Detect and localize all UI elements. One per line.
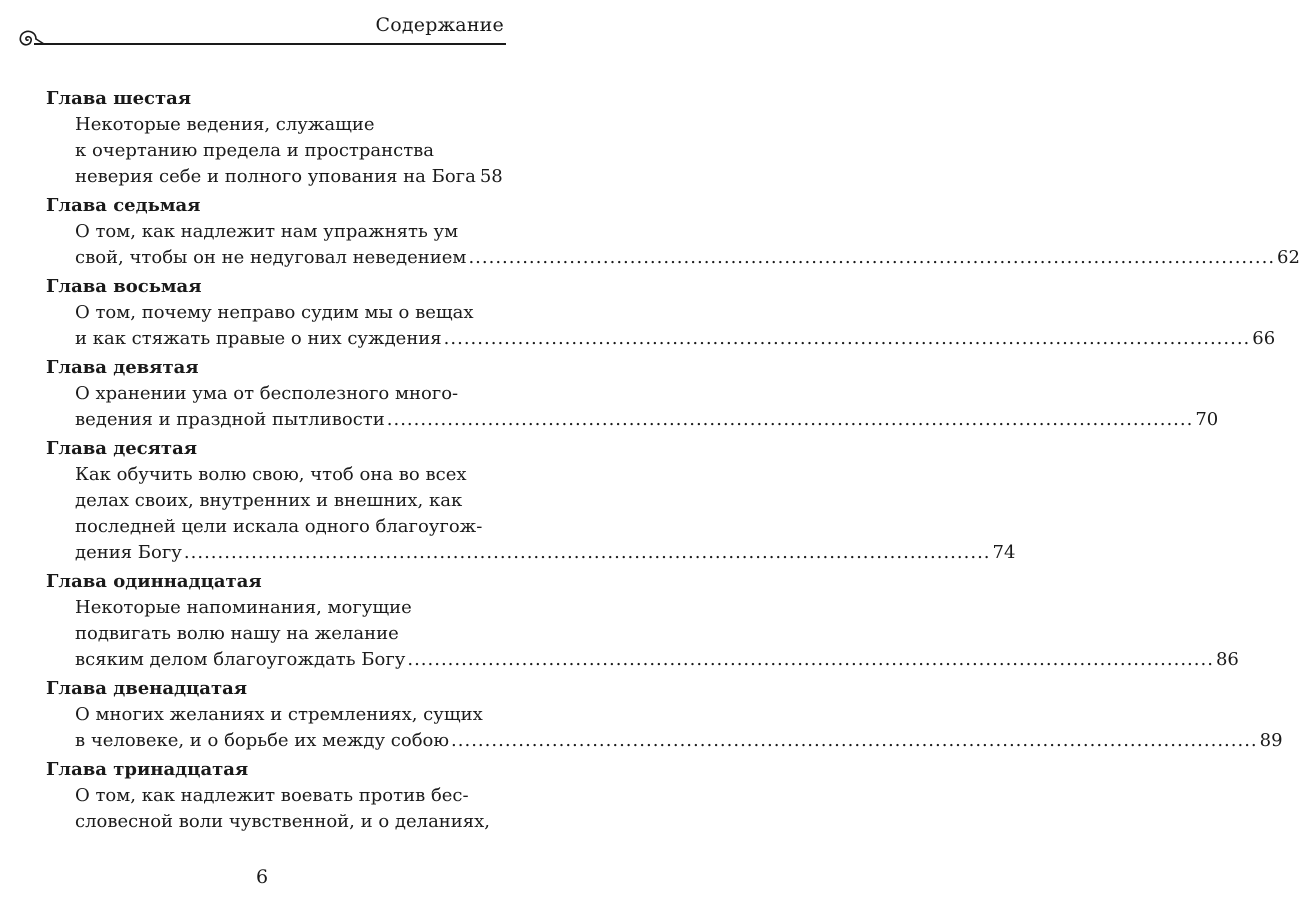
chapter-title: Глава двенадцатая xyxy=(46,678,248,699)
description-line xyxy=(75,164,503,190)
leader-dots: ........................................................................................................................ xyxy=(451,730,1258,751)
description-line xyxy=(75,245,1300,271)
chapter-description xyxy=(75,595,1239,673)
description-line: О том, почему неправо судим мы о вещах xyxy=(75,302,474,323)
page-reference: 66 xyxy=(1252,328,1276,349)
description-line: Некоторые напоминания, могущие xyxy=(75,597,412,618)
description-line: О том, как надлежит нам упражнять ум xyxy=(75,221,459,242)
description-line: последней цели искала одного благоугож- xyxy=(75,516,483,537)
description-line: О хранении ума от бесполезного много- xyxy=(75,383,459,404)
chapter-title: Глава тринадцатая xyxy=(46,759,249,780)
ornament-swirl-icon xyxy=(14,27,44,51)
leader-dots: ........................................................................................................................ xyxy=(386,409,1194,430)
section-title: Содержание xyxy=(375,14,504,36)
page-reference: 89 xyxy=(1259,730,1283,751)
description-line: словесной воли чувственной, и о деланиях, xyxy=(75,811,491,832)
toc-chapter xyxy=(46,274,1276,352)
toc-chapter xyxy=(46,676,1283,754)
toc-chapter xyxy=(46,569,1239,673)
page-reference: 86 xyxy=(1215,649,1239,670)
page-reference: 74 xyxy=(992,542,1016,563)
leader-dots: ........................................................................................................................ xyxy=(183,542,991,563)
chapter-description xyxy=(75,462,1016,566)
page-reference: 58 xyxy=(479,166,503,187)
description-line xyxy=(75,407,1219,433)
chapter-title: Глава одиннадцатая xyxy=(46,571,262,592)
description-line: делах своих, внутренних и внешних, как xyxy=(75,490,463,511)
page-reference: 70 xyxy=(1195,409,1219,430)
toc-chapter xyxy=(46,86,503,190)
description-line: Некоторые ведения, служащие xyxy=(75,114,375,135)
description-line xyxy=(75,647,1239,673)
description-line-text: в человеке, и о борьбе их между собою xyxy=(75,730,450,751)
leader-dots: ........................................................................................................................ xyxy=(407,649,1214,670)
chapter-title: Глава седьмая xyxy=(46,195,201,216)
toc-chapter xyxy=(46,757,500,835)
chapter-description xyxy=(75,112,503,190)
description-line: подвигать волю нашу на желание xyxy=(75,623,399,644)
description-line-text: всяким делом благоугождать Богу xyxy=(75,649,406,670)
description-line: О том, как надлежит воевать против бес- xyxy=(75,785,469,806)
description-line-text: дения Богу xyxy=(75,542,182,563)
toc-chapter xyxy=(46,193,1300,271)
description-line-text: неверия себе и полного упования на Бога xyxy=(75,166,476,187)
description-line xyxy=(75,728,1283,754)
running-header xyxy=(0,0,524,52)
description-line-text: свой, чтобы он не недуговал неведением xyxy=(75,247,467,268)
chapter-description xyxy=(75,381,1219,433)
page-reference: 62 xyxy=(1277,247,1300,268)
leader-dots: ........................................................................................................................ xyxy=(468,247,1276,268)
toc-chapter xyxy=(46,355,1219,433)
leader-dots: ........................................................................................................................ xyxy=(443,328,1251,349)
description-line: О многих желаниях и стремлениях, сущих xyxy=(75,704,483,725)
chapter-title: Глава восьмая xyxy=(46,276,202,297)
description-line-text: ведения и праздной пытливости xyxy=(75,409,385,430)
chapter-description xyxy=(75,783,500,835)
toc-chapter xyxy=(46,436,1016,566)
chapter-title: Глава десятая xyxy=(46,438,198,459)
description-line xyxy=(75,540,1016,566)
description-line: Как обучить волю свою, чтоб она во всех xyxy=(75,464,467,485)
header-rule xyxy=(34,43,506,45)
chapter-title: Глава шестая xyxy=(46,88,192,109)
chapter-description xyxy=(75,300,1276,352)
chapter-description xyxy=(75,219,1300,271)
chapter-description xyxy=(75,702,1283,754)
chapter-title: Глава девятая xyxy=(46,357,199,378)
description-line-text: и как стяжать правые о них суждения xyxy=(75,328,442,349)
description-line: к очертанию предела и пространства xyxy=(75,140,435,161)
description-line xyxy=(75,326,1276,352)
page-number: 6 xyxy=(255,866,269,888)
table-of-contents xyxy=(46,86,1300,838)
